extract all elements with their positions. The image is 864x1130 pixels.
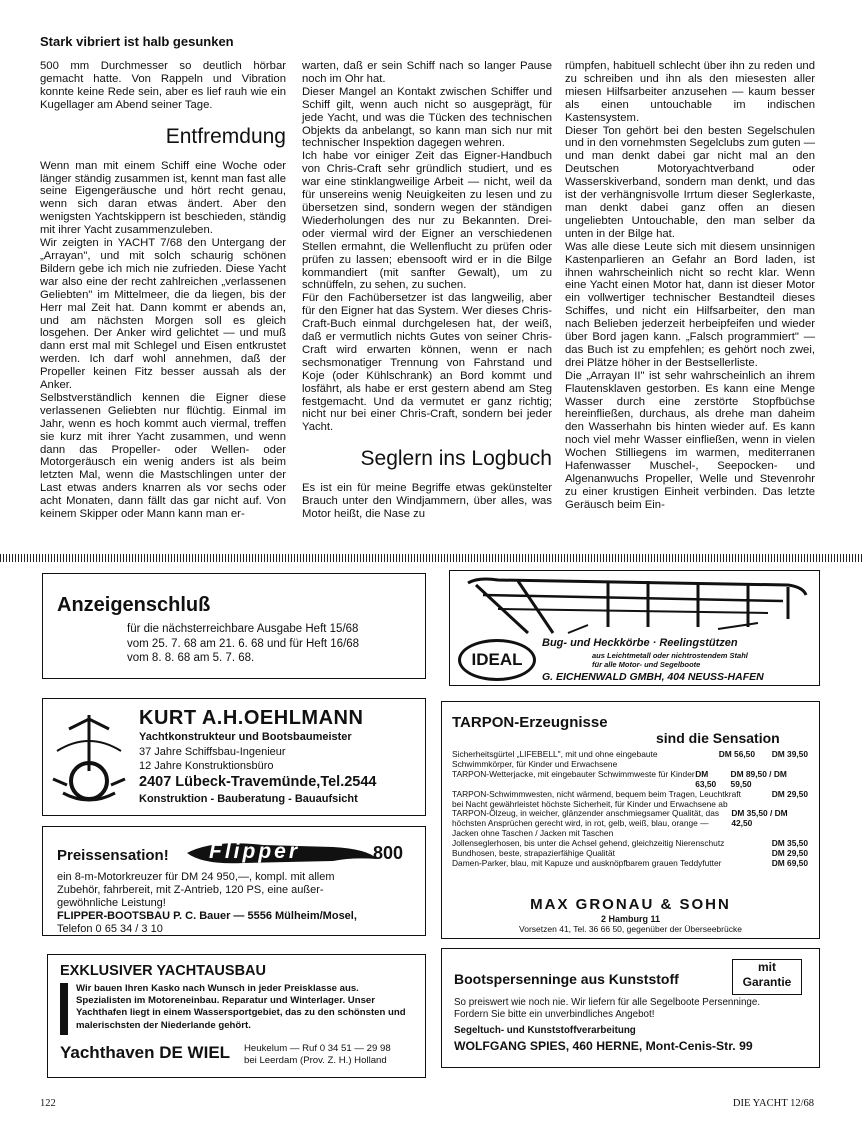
ad-contact: Heukelum — Ruf 0 34 51 — 29 98 [244, 1043, 391, 1054]
guarantee-badge [732, 959, 802, 995]
ideal-logo: IDEAL [458, 639, 536, 681]
ad-line: Yachtkonstrukteur und Bootsbaumeister [139, 731, 352, 743]
ad-address: WOLFGANG SPIES, 460 HERNE, Mont-Cenis-Str. 99 [454, 1039, 753, 1053]
ad-flipper [42, 826, 426, 936]
list-item: TARPON-Ölzeug, in weicher, glänzender anschmiegsamer Qualität, das höchsten Ansprüchen gerecht wird, in rot, gelb, weiß, blau, orange — Jacken ohne Taschen / Jacken mit Taschen DM 35,50 / DM 42,50 [452, 808, 788, 839]
flipper-brand: Flipper [209, 840, 301, 863]
ad-company: MAX GRONAU & SOHN [530, 896, 731, 913]
paragraph: Dieser Mangel an Kontakt zwischen Schiffer und Schiff gilt, wenn auch nicht so ausgeprägt, für jede Yacht, und was die Tücken des technischen Objekts da anbelangt, so kann man sich nur mit technischer Inspektion dagegen wehren. [302, 85, 552, 150]
ad-line: Telefon 0 65 34 / 3 10 [57, 923, 163, 935]
pulpit-rail-illustration [458, 575, 813, 637]
ad-line: Zubehör, fahrbereit, mit Z-Antrieb, 120 PS, eine außer- [57, 884, 324, 896]
list-item: Damen-Parker, blau, mit Kapuze und ausknöpfbarem grauen Teddyfutter DM 69,50 [452, 857, 808, 868]
ad-company: G. EICHENWALD GMBH, 404 NEUSS-HAFEN [542, 671, 764, 683]
ad-address: 2407 Lübeck-Travemünde,Tel.2544 [139, 774, 377, 790]
ad-contact: bei Leerdam (Prov. Z. H.) Holland [244, 1054, 387, 1066]
ad-number: 800 [373, 843, 404, 863]
page-number: 122 [40, 1098, 56, 1109]
ad-line: für die nächsterreichbare Ausgabe Heft 15/68 [127, 623, 359, 635]
ad-address: Vorsetzen 41, Tel. 36 66 50, gegenüber der Überseebrücke [519, 924, 742, 934]
ad-brand: Yachthaven DE WIEL [60, 1043, 231, 1062]
list-item: Sicherheitsgürtel „LIFEBELL", mit und ohne eingebaute Schwimmkörper, für Kinder und Erwachsene DM 56,50 DM 39,50 [452, 749, 808, 769]
list-item: TARPON-Schwimmwesten, nicht wärmend, bequem beim Tragen, Leuchtkraft bei Nacht gewährleistet höchste Sicherheit, für Kinder und Erwachsene ab DM 29,50 [452, 788, 808, 809]
ad-ideal [449, 570, 820, 686]
ad-line: gewöhnliche Leistung! [57, 897, 166, 909]
ad-title: Bootspersenninge aus Kunststoff [454, 971, 679, 987]
article-kicker: Stark vibriert ist halb gesunken [40, 34, 234, 49]
list-item: TARPON-Wetterjacke, mit eingebauter Schwimmweste für Kinder DM 63,50 DM 89,50 / DM 59,50 [452, 768, 787, 789]
section-heading: Seglern ins Logbuch [360, 447, 552, 471]
ad-city: 2 Hamburg 11 [600, 914, 661, 924]
ad-title: TARPON-Erzeugnisse [452, 714, 608, 731]
ad-line: So preiswert wie noch nie. Wir liefern für alle Segelboote Persenninge. [454, 997, 761, 1008]
paragraph: rümpfen, habituell schlecht über ihn zu reden und zu schreiben und ihn als den miesesten aller miesen Hilfsarbeiter anzusehen — kaum besser als einen untouchable im indischen Kastensystem. [565, 60, 815, 124]
ad-line: Segeltuch- und Kunststoffverarbeitung [454, 1025, 636, 1036]
accent-bar [60, 983, 68, 1035]
badge-text: Garantie [742, 975, 792, 989]
ad-subline: für alle Motor- und Segelboote [592, 660, 701, 669]
article-column-2 [302, 60, 552, 521]
list-item: Jollenseglerhosen, bis unter die Achsel gehend, gleichzeitig Nierenschutz DM 35,50 [452, 838, 808, 849]
section-heading: Entfremdung [165, 124, 286, 148]
ad-line: FLIPPER-BOOTSBAU P. C. Bauer — 5556 Mülheim/Mosel, [57, 910, 357, 922]
article-column-3 [565, 60, 815, 512]
paragraph: Dieser Ton gehört bei den besten Segelschulen und in den vornehmsten Segelclubs zum guten — und man denkt dabei gar nicht mal an den Deutschen Motoryachtverband oder Wasserskiverband, sondern man denkt, und das ist der verhängnisvolle Irrtum dieser Seglerkaste, man denkt dabei ganz offen an diesen ungeliebten Untouchable, den man selber da unten in der Bilge hat. [565, 124, 815, 240]
paragraph: Was alle diese Leute sich mit diesem unsinnigen Kastenparlieren an Gefahr an Bord laden, ist ihnen wahrscheinlich nicht so recht klar. Wenn eine Yacht einen Motor hat, dann ist dieser Motor ein vollwertiger technischer Bestandteil dieses Schiffes, und nicht ein Hilfsarbeiter, den man nach Belieben jederzeit herbeipfeifen und wieder über Bord jagen kann. „Falsch programmiert" — das Buch ist zu empfehlen; es gehört noch zwei, drei Plätze höher in der Bestsellerliste. [565, 240, 815, 369]
magazine-issue: DIE YACHT 12/68 [732, 1098, 814, 1109]
ad-title: EXKLUSIVER YACHTAUSBAU [60, 963, 266, 979]
ad-subline: aus Leichtmetall oder nichtrostendem Stahl [592, 651, 748, 660]
ad-body: Wir bauen Ihren Kasko nach Wunsch in jeder Preisklasse aus. Spezialisten im Motoreneinbau. Reparatur und Winterlager. Unser Yachthafen liegt in einem Wassersportgebiet, das zu den schönsten und malerischsten der Niederlande gehört. [76, 983, 406, 1031]
article-column-1 [40, 60, 286, 521]
ad-line: Fordern Sie bitte ein unverbindliches Angebot! [454, 1009, 655, 1020]
paragraph: Es ist ein für meine Begriffe etwas gekünstelter Brauch unter den Windjammern, über alles, was Motor heißt, die Nase zu [302, 482, 552, 521]
list-item: Bundhosen, beste, strapazierfähige Qualität DM 29,50 [452, 848, 808, 859]
ad-line: Konstruktion - Bauberatung - Bauaufsicht [139, 793, 358, 805]
ad-tarpon [441, 701, 820, 939]
ad-title: Preissensation! [57, 847, 169, 864]
ad-spies [441, 948, 820, 1068]
ad-line: vom 25. 7. 68 am 21. 6. 68 und für Heft 16/68 [127, 637, 360, 650]
paragraph: Die „Arrayan II" ist sehr wahrscheinlich an ihrem Flautensklaven gestorben. Es kann eine Menge Wasser durch eine zerstörte Stopfbüchse hereinfließen, durchaus, als drehe man daheim den Wasserhahn bis hinten wieder auf. Es kann noch viel mehr Wasser einfließen, wenn in vielen Wochen Stilliegens im warmen, mediterranen Hafenwasser Muschel-, Seepocken- und Algenanwuchs Propeller, Welle und Stevenrohr zu einer krustigen Einheit verbinden. Das letzte Geräusch beim Ein- [565, 369, 815, 511]
ad-yachtausbau [47, 954, 426, 1078]
paragraph: Wenn man mit einem Schiff eine Woche oder länger ständig zusammen ist, kennt man fast alle seine Eigengeräusche und hört recht genau, wenn sich daran etwas ändert. Aber den wenigsten Yachtskippern ist beschieden, ständig mit ihrer Yacht zusammenzuleben. [40, 159, 286, 237]
ad-line: 12 Jahre Konstruktionsbüro [139, 760, 274, 772]
flipper-logo [183, 835, 379, 869]
paragraph: Selbstverständlich kennen die Eigner diese verlassenen Geliebten nur flüchtig. Einmal im Jahr, wenn es hoch kommt auch viermal, treffen sie kurz mit ihrer Yacht zusammen, und wenn dann das Propeller- oder Wellen- oder Motorgeräusch ein wenig anders ist als beim letzten Mal, wenn die Mastschlingen unter der Last etwas anders knarren als vor sechs oder acht Monaten, dann fällt das gar nicht auf. Von keinem Skipper oder Mann kann man er- [40, 391, 286, 521]
paragraph: warten, daß er sein Schiff nach so langer Pause noch im Ohr hat. [302, 60, 552, 85]
tarpon-price-list [452, 750, 808, 869]
ad-anzeigenschluss [42, 573, 426, 679]
badge-text: mit [758, 960, 776, 974]
paragraph: Für den Fachübersetzer ist das langweilig, aber für den Eigner hat das System. Wer dieses Chris-Craft-Buch einmal durchgelesen hat, der weiß, daß er vermutlich nichts Gutes von seiner Chris-Craft wird erwarten können, wenn er nach sechsmonatiger Trennung von Fahrstand und Koje (oder Kühlschrank) an Bord kommt und losfährt, als habe er erst gestern abend am Steg festgemacht. Und da vermutet er ganz richtig; nicht nur bei einer Chris-Craft, sondern bei jeder Yacht. [302, 292, 552, 434]
ad-line: 37 Jahre Schiffsbau-Ingenieur [139, 746, 286, 758]
paragraph: Ich habe vor einiger Zeit das Eigner-Handbuch von Chris-Craft sehr gründlich studiert, und es war eine stinklangweilige Arbeit — nicht, weil da für unsereins wenig Neuigkeiten zu lesen und zu übersetzen sind, sondern wegen der ständigen Wiederholungen des nur zu Bekannten. Drei- oder viermal wird der Eigner an verschiedenen Stellen ermahnt, die Wellenflucht zu prüfen oder prüfen zu lassen; ebensooft wird er in die Bilge kommandiert (mit sanfter Gewalt), um zu schnüffeln, zu sehen, zu suchen. [302, 150, 552, 292]
ad-oehlmann [42, 698, 426, 816]
ship-anchor-logo [49, 711, 129, 807]
ad-subtitle: sind die Sensation [656, 730, 780, 746]
ad-line: ein 8-m-Motorkreuzer für DM 24 950,—, kompl. mit allem [57, 871, 335, 883]
paragraph: Wir zeigten in YACHT 7/68 den Untergang der „Arrayan", und mit solch schaurig schönen Bildern gebe ich mich nie zufrieden. Diese Yacht war also eine der recht zahlreichen „verlassenen Geliebten" im Mittelmeer, die da liegen, bis der Herr mal Zeit hat. Dann kommt er abends an, und am nächsten Morgen soll es gleich losgehen. Der Anker wird gelichtet — und muß dann erst mal mit Schlegel und Eisen entkrustet werden. Ich darf wohl annehmen, daß der Propeller keinen Fitz besser aussah als der Anker. [40, 237, 286, 392]
ad-headline: Bug- und Heckkörbe · Reelingstützen [542, 637, 738, 649]
ad-title: KURT A.H.OEHLMANN [139, 707, 364, 729]
ad-line: vom 8. 8. 68 am 5. 7. 68. [127, 652, 255, 664]
separator-rule [0, 554, 864, 562]
ad-title: Anzeigenschluß [57, 594, 211, 616]
paragraph: 500 mm Durchmesser so deutlich hörbar gemacht hatte. Von Rappeln und Vibration konnte keine Rede sein, aber es lief rauh wie ein Kugellager am Abend seiner Tage. [40, 60, 286, 111]
